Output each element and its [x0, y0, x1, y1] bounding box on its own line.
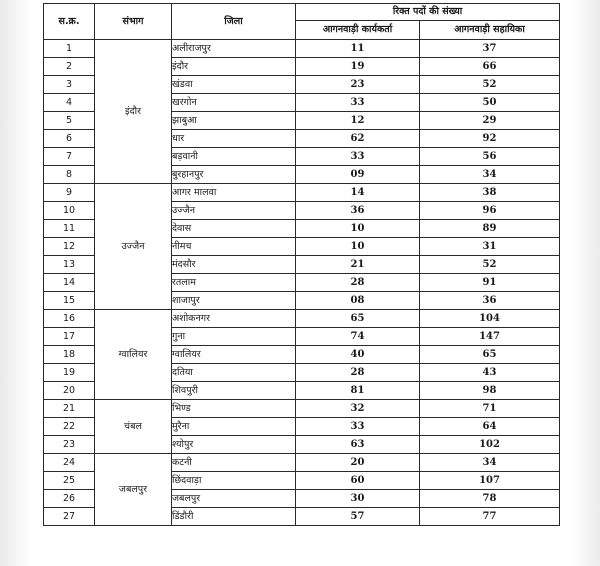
helper-count-cell: 107 — [420, 472, 560, 490]
serial-cell: 6 — [44, 130, 95, 148]
serial-cell: 27 — [44, 508, 95, 526]
helper-count-cell: 34 — [420, 166, 560, 184]
district-cell: इंदौर — [172, 58, 296, 76]
table-row — [44, 184, 560, 202]
district-header: जिला — [172, 4, 296, 40]
district-cell: ग्वालियर — [172, 346, 296, 364]
helper-count-cell: 36 — [420, 292, 560, 310]
helper-count-cell: 77 — [420, 508, 560, 526]
division-header: संभाग — [95, 4, 172, 40]
district-cell: मुरैना — [172, 418, 296, 436]
table-row — [44, 454, 560, 472]
serial-cell: 9 — [44, 184, 95, 202]
district-cell: कटनी — [172, 454, 296, 472]
table-row — [44, 400, 560, 418]
helper-count-cell: 91 — [420, 274, 560, 292]
district-cell: गुना — [172, 328, 296, 346]
serial-cell: 10 — [44, 202, 95, 220]
helper-count-cell: 104 — [420, 310, 560, 328]
helper-count-cell: 96 — [420, 202, 560, 220]
page-edge-shadow-right — [570, 0, 600, 566]
district-cell: अशोकनगर — [172, 310, 296, 328]
district-cell: डिंडौरी — [172, 508, 296, 526]
helper-count-cell: 34 — [420, 454, 560, 472]
serial-cell: 22 — [44, 418, 95, 436]
division-cell: उज्जैन — [95, 184, 172, 310]
header-row-top — [44, 4, 560, 21]
district-cell: जबलपुर — [172, 490, 296, 508]
worker-count-cell: 21 — [296, 256, 420, 274]
helper-count-cell: 147 — [420, 328, 560, 346]
vacancy-table — [43, 3, 560, 526]
division-cell: जबलपुर — [95, 454, 172, 526]
worker-count-cell: 33 — [296, 148, 420, 166]
serial-cell: 2 — [44, 58, 95, 76]
serial-cell: 12 — [44, 238, 95, 256]
serial-cell: 11 — [44, 220, 95, 238]
serial-cell: 8 — [44, 166, 95, 184]
serial-cell: 4 — [44, 94, 95, 112]
serial-cell: 19 — [44, 364, 95, 382]
worker-count-cell: 33 — [296, 94, 420, 112]
worker-count-cell: 81 — [296, 382, 420, 400]
serial-cell: 5 — [44, 112, 95, 130]
helper-header: आगनवाड़ी सहायिका — [420, 21, 560, 40]
district-cell: खरगोन — [172, 94, 296, 112]
worker-count-cell: 32 — [296, 400, 420, 418]
worker-count-cell: 09 — [296, 166, 420, 184]
district-cell: देवास — [172, 220, 296, 238]
serial-header: स.क्र. — [44, 4, 95, 40]
district-cell: अलीराजपुर — [172, 40, 296, 58]
helper-count-cell: 65 — [420, 346, 560, 364]
serial-cell: 15 — [44, 292, 95, 310]
district-cell: उज्जैन — [172, 202, 296, 220]
table-row — [44, 40, 560, 58]
worker-count-cell: 65 — [296, 310, 420, 328]
serial-cell: 23 — [44, 436, 95, 454]
helper-count-cell: 64 — [420, 418, 560, 436]
serial-cell: 25 — [44, 472, 95, 490]
helper-count-cell: 38 — [420, 184, 560, 202]
worker-count-cell: 10 — [296, 238, 420, 256]
helper-count-cell: 92 — [420, 130, 560, 148]
helper-count-cell: 78 — [420, 490, 560, 508]
district-cell: भिण्ड — [172, 400, 296, 418]
worker-count-cell: 10 — [296, 220, 420, 238]
serial-cell: 26 — [44, 490, 95, 508]
worker-count-cell: 28 — [296, 274, 420, 292]
district-cell: झाबुआ — [172, 112, 296, 130]
district-cell: बड़वानी — [172, 148, 296, 166]
serial-cell: 7 — [44, 148, 95, 166]
division-cell: ग्वालियर — [95, 310, 172, 400]
serial-cell: 13 — [44, 256, 95, 274]
helper-count-cell: 71 — [420, 400, 560, 418]
division-cell: चंबल — [95, 400, 172, 454]
helper-count-cell: 66 — [420, 58, 560, 76]
table-row — [44, 310, 560, 328]
worker-count-cell: 60 — [296, 472, 420, 490]
district-cell: मंदसौर — [172, 256, 296, 274]
vacancies-header: रिक्त पदों की संख्या — [296, 4, 560, 21]
helper-count-cell: 56 — [420, 148, 560, 166]
helper-count-cell: 50 — [420, 94, 560, 112]
serial-cell: 3 — [44, 76, 95, 94]
helper-count-cell: 31 — [420, 238, 560, 256]
serial-cell: 14 — [44, 274, 95, 292]
district-cell: शाजापुर — [172, 292, 296, 310]
district-cell: धार — [172, 130, 296, 148]
worker-count-cell: 74 — [296, 328, 420, 346]
serial-cell: 20 — [44, 382, 95, 400]
serial-cell: 18 — [44, 346, 95, 364]
worker-count-cell: 08 — [296, 292, 420, 310]
worker-count-cell: 30 — [296, 490, 420, 508]
worker-count-cell: 20 — [296, 454, 420, 472]
helper-count-cell: 89 — [420, 220, 560, 238]
helper-count-cell: 52 — [420, 76, 560, 94]
helper-count-cell: 98 — [420, 382, 560, 400]
district-cell: आगर मालवा — [172, 184, 296, 202]
worker-count-cell: 40 — [296, 346, 420, 364]
worker-count-cell: 14 — [296, 184, 420, 202]
page-edge-shadow-left — [0, 0, 30, 566]
serial-cell: 21 — [44, 400, 95, 418]
serial-cell: 1 — [44, 40, 95, 58]
worker-count-cell: 63 — [296, 436, 420, 454]
district-cell: बुरहानपुर — [172, 166, 296, 184]
worker-count-cell: 57 — [296, 508, 420, 526]
division-cell: इंदौर — [95, 40, 172, 184]
helper-count-cell: 52 — [420, 256, 560, 274]
district-cell: श्योपुर — [172, 436, 296, 454]
worker-count-cell: 33 — [296, 418, 420, 436]
helper-count-cell: 102 — [420, 436, 560, 454]
worker-count-cell: 12 — [296, 112, 420, 130]
worker-count-cell: 28 — [296, 364, 420, 382]
helper-count-cell: 29 — [420, 112, 560, 130]
serial-cell: 24 — [44, 454, 95, 472]
worker-count-cell: 19 — [296, 58, 420, 76]
district-cell: छिंदवाड़ा — [172, 472, 296, 490]
worker-count-cell: 62 — [296, 130, 420, 148]
helper-count-cell: 37 — [420, 40, 560, 58]
district-cell: दतिया — [172, 364, 296, 382]
district-cell: खंडवा — [172, 76, 296, 94]
district-cell: रतलाम — [172, 274, 296, 292]
district-cell: शिवपुरी — [172, 382, 296, 400]
helper-count-cell: 43 — [420, 364, 560, 382]
worker-count-cell: 11 — [296, 40, 420, 58]
serial-cell: 17 — [44, 328, 95, 346]
serial-cell: 16 — [44, 310, 95, 328]
worker-count-cell: 23 — [296, 76, 420, 94]
table-body — [44, 40, 560, 526]
worker-count-cell: 36 — [296, 202, 420, 220]
district-cell: नीमच — [172, 238, 296, 256]
worker-header: आगनवाड़ी कार्यकर्ता — [296, 21, 420, 40]
